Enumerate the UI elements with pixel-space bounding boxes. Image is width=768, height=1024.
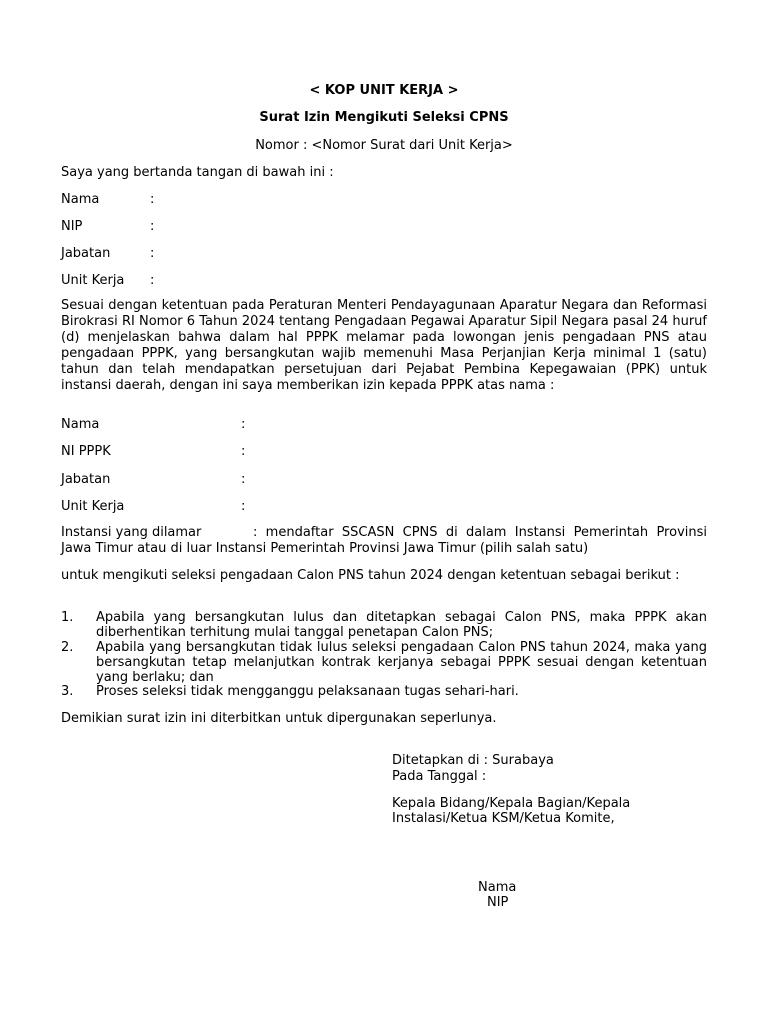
signature-position: Kepala Bidang/Kepala Bagian/Kepala [392,796,631,811]
instansi-text: : mendaftar SSCASN CPNS di dalam Instansi Pemerintah Provinsi Jawa Timur atau di luar Instansi Pemerintah Provinsi Jawa Timur (pilih salah satu) [61,525,707,556]
signer-field-colon: : [150,273,155,288]
pppk-field-label: NI PPPK [61,444,111,459]
letter-title: Surat Izin Mengikuti Seleksi CPNS [259,110,509,125]
list-item-number: 2. [61,640,74,655]
signer-field-label: Nama [61,192,100,207]
signature-position: Instalasi/Ketua KSM/Ketua Komite, [392,811,615,826]
pppk-field-colon: : [241,417,246,432]
signer-field-colon: : [150,192,155,207]
signature-nip: NIP [487,895,509,910]
signer-field-label: Jabatan [61,246,111,261]
instansi-label: Instansi yang dilamar [61,525,202,540]
pppk-field-colon: : [241,444,246,459]
list-item-number: 1. [61,610,74,625]
signer-field-label: NIP [61,219,83,234]
signature-place: Ditetapkan di : Surabaya [392,753,554,768]
pppk-field-label: Nama [61,417,100,432]
kop-heading: < KOP UNIT KERJA > [309,83,459,98]
signature-date: Pada Tanggal : [392,769,487,784]
list-item-number: 3. [61,684,74,699]
signer-field-colon: : [150,246,155,261]
list-item: Apabila yang bersangkutan lulus dan ditetapkan sebagai Calon PNS, maka PPPK akan diberhentikan terhitung mulai tanggal penetapan Calon PNS; [96,610,707,640]
pppk-field-label: Unit Kerja [61,499,125,514]
pppk-field-colon: : [241,499,246,514]
instansi-block [61,525,707,557]
main-paragraph: Sesuai dengan ketentuan pada Peraturan Menteri Pendayagunaan Aparatur Negara dan Reformasi Birokrasi RI Nomor 6 Tahun 2024 tentang Pengadaan Pegawai Aparatur Sipil Negara pasal 24 huruf (d) menjelaskan bahwa dalam hal PPPK melamar pada lowongan jenis pengadaan PNS atau pengadaan PPPK, yang bersangkutan wajib memenuhi Masa Perjanjian Kerja minimal 1 (satu) tahun dan telah mendapatkan persetujuan dari Pejabat Pembina Kepegawaian (PPK) untuk instansi daerah, dengan ini saya memberikan izin kepada PPPK atas nama : [61,298,707,393]
closing-text: Demikian surat izin ini diterbitkan untuk dipergunakan seperlunya. [61,711,497,726]
signature-name: Nama [478,880,517,895]
pppk-field-label: Jabatan [61,472,111,487]
list-item: Apabila yang bersangkutan tidak lulus seleksi pengadaan Calon PNS tahun 2024, maka yang bersangkutan tetap melanjutkan kontrak kerjanya sebagai PPPK sesuai dengan ketentuan yang berlaku; dan [96,640,707,685]
conditions-intro: untuk mengikuti seleksi pengadaan Calon PNS tahun 2024 dengan ketentuan sebagai berikut : [61,568,680,583]
intro-text: Saya yang bertanda tangan di bawah ini : [61,165,334,180]
letter-number: Nomor : <Nomor Surat dari Unit Kerja> [255,138,513,153]
list-item: Proses seleksi tidak mengganggu pelaksanaan tugas sehari-hari. [96,684,519,699]
pppk-field-colon: : [241,472,246,487]
signer-field-colon: : [150,219,155,234]
signer-field-label: Unit Kerja [61,273,125,288]
